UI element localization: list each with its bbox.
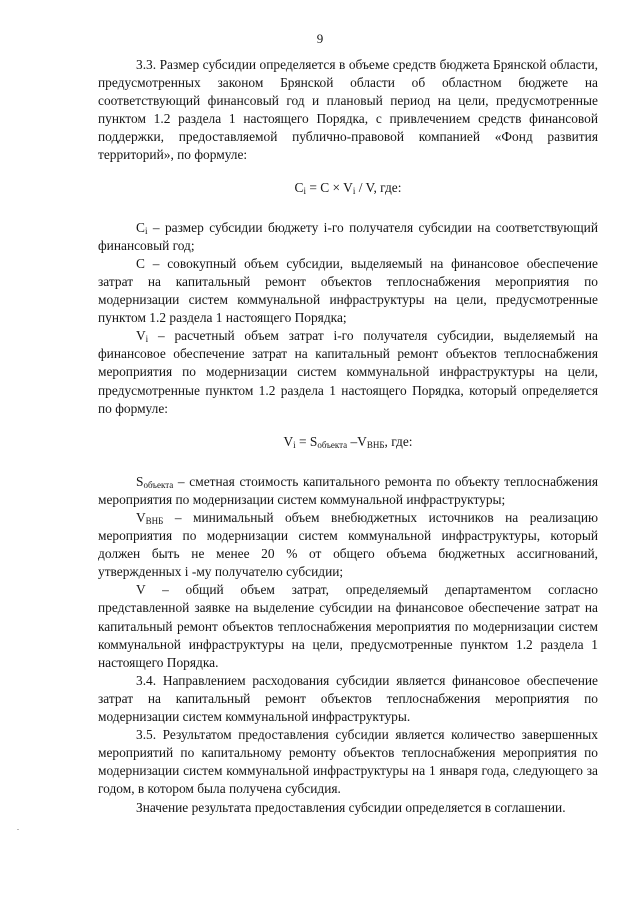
definition-c: С – совокупный объем субсидии, выделяемый на финансовое обеспечение затрат на капитальный ремонт объектов теплоснабжения мероприятия по модернизации систем коммунальной инфраструктуры на цели, предусмотренные пунктом 1.2 раздела 1 настоящего Порядка; [98, 255, 598, 326]
formula2-v: V [283, 433, 294, 449]
page-number: 9 [316, 31, 324, 46]
ci-index: i [144, 225, 148, 236]
s-symbol: S [136, 473, 144, 489]
formula2-minus: –V [347, 433, 367, 449]
document-body [98, 56, 598, 818]
ci-symbol: C [136, 219, 145, 235]
formula2-v-index: i [293, 439, 296, 450]
paragraph-3-5: 3.5. Результатом предоставления субсидии является количество завершенных мероприятий по капитальному ремонту объектов теплоснабжения мероприятия по модернизации систем коммунальной инфраструктуры на 1 января года, следующего за годом, в котором была получена субсидия. [98, 727, 598, 797]
formula2-eq: = S [295, 433, 318, 449]
vi-text: – расчетный объем затрат i-го получателя субсидии, выделяемый на финансовое обеспечение затрат на капитальный ремонт объектов теплоснабжения мероприятия по модернизации систем коммунальной инфраструктуры на цели, предусмотренные пунктом 1.2 раздела 1 настоящего Порядка, который определяется по формуле: [98, 328, 598, 416]
formula-product: = C × V [305, 179, 353, 195]
paragraph-3-3: 3.3. Размер субсидии определяется в объеме средств бюджета Брянской области, предусмотренных законом Брянской области об областном бюджете на соответствующий финансовый год и плановый период на цели, предусмотренные пунктом 1.2 раздела 1 настоящего Порядка, с привлечением средств финансовой поддержки, предоставляемой публично-правовой компанией «Фонд развития территорий», по формуле: [98, 57, 598, 163]
subsidy-formula [98, 179, 598, 197]
formula2-tail: , где: [384, 433, 413, 449]
ci-text: – размер субсидии бюджету i-го получателя субсидии на соответствующий финансовый год; [98, 219, 598, 253]
formula-c-index: i [303, 185, 306, 196]
vvnb-text: – минимальный объем внебюджетных источников на реализацию мероприятия по модернизации систем коммунальной инфраструктуры, который должен быть не менее 20 % от общего объема бюджетных ассигнований, утвержденных i -му получателю субсидии; [98, 509, 598, 580]
definition-vvnb [98, 509, 598, 581]
formula-c: C [294, 179, 304, 195]
formula2-s-index: объекта [317, 439, 348, 450]
definition-v: V – общий объем затрат, определяемый департаментом согласно представленной заявке на выделение субсидии на финансовое обеспечение затрат на капитальный ремонт объектов теплоснабжения мероприятия по модернизации систем коммунальной инфраструктуры на цели, предусмотренные пунктом 1.2 раздела 1 настоящего Порядка. [98, 582, 598, 670]
formula-v-index: i [352, 185, 356, 196]
s-index: объекта [143, 479, 174, 490]
formula-tail: / V, где: [355, 179, 402, 195]
vi-index: i [145, 334, 149, 345]
vvnb-index: ВНБ [145, 515, 164, 526]
definition-ci [98, 219, 598, 255]
vvnb-symbol: V [136, 509, 146, 525]
volume-formula [98, 433, 598, 451]
paragraph-result-value: Значение результата предоставления субсидии определяется в соглашении. [136, 800, 566, 816]
formula2-vnb-index: ВНБ [366, 439, 385, 450]
paragraph-3-4: 3.4. Направлением расходования субсидии является финансовое обеспечение затрат на капитальный ремонт объектов теплоснабжения мероприятия по модернизации систем коммунальной инфраструктуры. [98, 672, 598, 724]
scan-speck [17, 829, 19, 830]
definition-s [98, 473, 598, 509]
definition-vi [98, 327, 598, 417]
vi-symbol: V [136, 328, 146, 344]
s-text: – сметная стоимость капитального ремонта по объекту теплоснабжения мероприятия по модернизации систем коммунальной инфраструктуры; [98, 473, 598, 507]
